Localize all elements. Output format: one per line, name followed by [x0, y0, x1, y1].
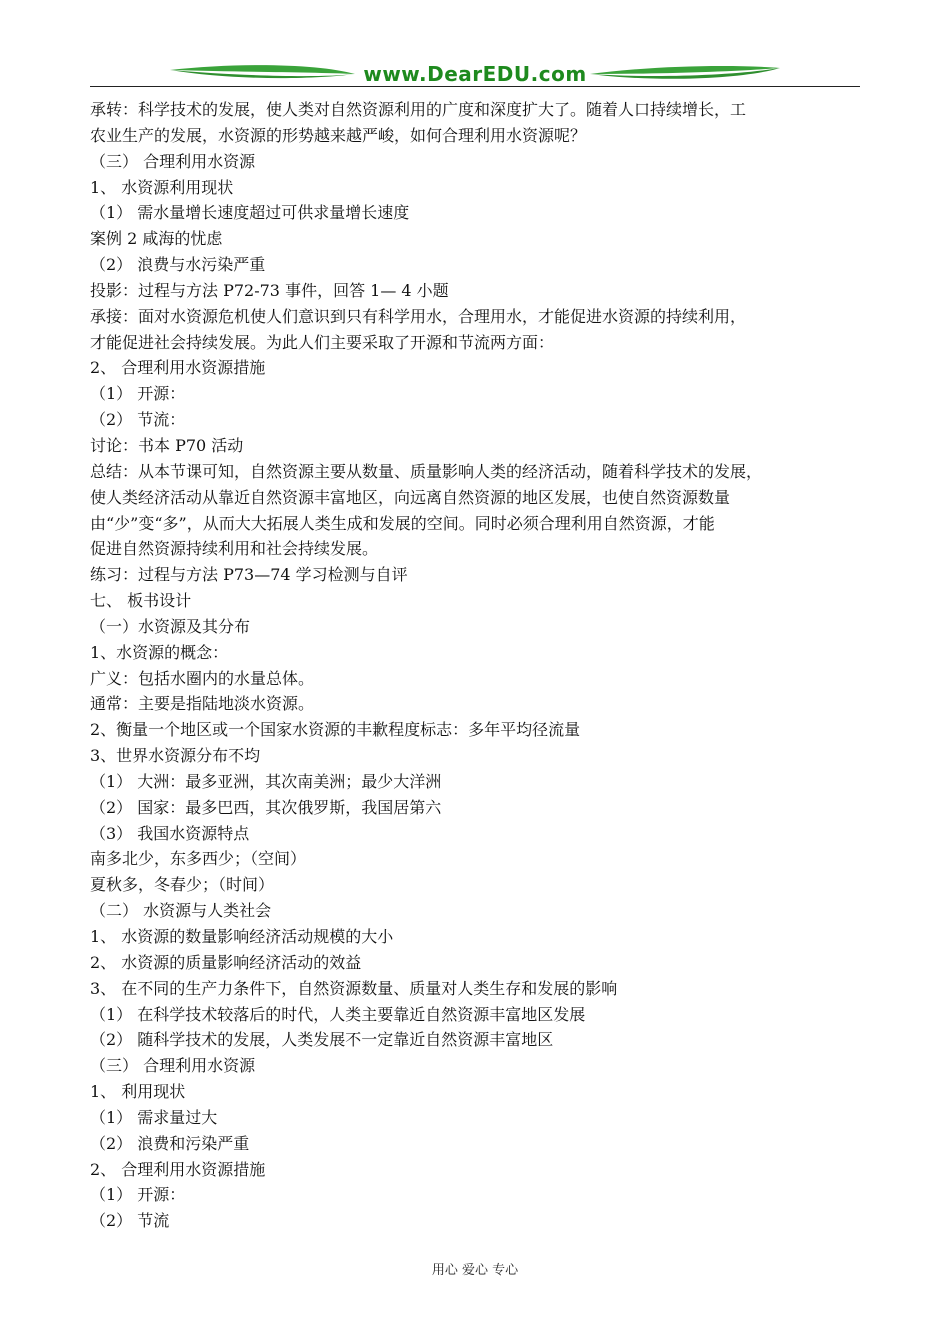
- page-footer: 用心 爱心 专心: [431, 1263, 519, 1278]
- document-body: [90, 97, 865, 1234]
- text-line: 农业生产的发展，水资源的形势越来越严峻，如何合理利用水资源呢？: [90, 125, 587, 145]
- text-line: （1） 开源：: [90, 384, 186, 404]
- text-line: （1） 大洲：最多亚洲，其次南美洲；最少大洋洲: [90, 771, 442, 791]
- text-line: （三） 合理利用水资源: [90, 1056, 256, 1076]
- text-line: 练习：过程与方法 P73—74 学习检测与自评: [90, 565, 408, 585]
- text-line: 南多北少，东多西少；（空间）: [90, 849, 307, 869]
- site-logo-text: www.DearEDU.com: [363, 62, 587, 86]
- text-line: 2、衡量一个地区或一个国家水资源的丰歉程度标志：多年平均径流量: [90, 720, 581, 740]
- text-line: （2） 浪费和污染严重: [90, 1133, 250, 1153]
- text-line: 承转：科学技术的发展，使人类对自然资源利用的广度和深度扩大了。随着人口持续增长，工: [90, 100, 747, 119]
- text-line: 夏秋多，冬春少；（时间）: [90, 875, 275, 895]
- text-line: 才能促进社会持续发展。为此人们主要采取了开源和节流两方面：: [90, 332, 555, 352]
- text-line: 使人类经济活动从靠近自然资源丰富地区，向远离自然资源的地区发展，也使自然资源数量: [90, 487, 731, 507]
- text-line: 3、 在不同的生产力条件下，自然资源数量、质量对人类生存和发展的影响: [90, 978, 618, 998]
- text-line: （2） 国家：最多巴西，其次俄罗斯，我国居第六: [90, 797, 442, 817]
- text-line: 投影：过程与方法 P72-73 事件，回答 1— 4 小题: [90, 280, 449, 300]
- header-divider: [90, 86, 860, 87]
- text-line: 讨论：书本 P70 活动: [90, 435, 244, 455]
- text-line: （一）水资源及其分布: [90, 616, 251, 636]
- text-line: （3） 我国水资源特点: [90, 823, 250, 843]
- text-line: 广义：包括水圈内的水量总体。: [90, 668, 315, 688]
- text-line: 由“少”变“多”，从而大大拓展人类生成和发展的空间。同时必须合理利用自然资源，才能: [90, 513, 715, 533]
- text-line: 3、世界水资源分布不均: [90, 746, 261, 766]
- text-line: 通常：主要是指陆地淡水资源。: [90, 694, 315, 714]
- text-line: （1） 在科学技术较落后的时代，人类主要靠近自然资源丰富地区发展: [90, 1004, 586, 1024]
- text-line: （2） 随科学技术的发展，人类发展不一定靠近自然资源丰富地区: [90, 1030, 554, 1050]
- text-line: 1、水资源的概念：: [90, 642, 229, 662]
- text-line: （1） 开源：: [90, 1185, 186, 1205]
- text-line: （三） 合理利用水资源: [90, 151, 256, 171]
- text-line: 2、 水资源的质量影响经济活动的效益: [90, 952, 362, 972]
- text-line: 1、 水资源利用现状: [90, 177, 234, 197]
- text-line: 2、 合理利用水资源措施: [90, 1159, 266, 1179]
- text-line: （2） 节流: [90, 1211, 170, 1231]
- text-line: 七、 板书设计: [90, 591, 192, 611]
- text-line: 1、 水资源的数量影响经济活动规模的大小: [90, 927, 394, 946]
- text-line: 承接：面对水资源危机使人们意识到只有科学用水，合理用水，才能促进水资源的持续利用，: [90, 306, 747, 326]
- text-line: 案例 2 咸海的忧虑: [90, 229, 223, 249]
- text-line: （1） 需求量过大: [90, 1107, 218, 1127]
- text-line: 2、 合理利用水资源措施: [90, 358, 266, 378]
- text-line: 1、 利用现状: [90, 1082, 186, 1102]
- text-line: 促进自然资源持续利用和社会持续发展。: [90, 539, 379, 559]
- text-line: （2） 节流：: [90, 410, 186, 430]
- text-line: （2） 浪费与水污染严重: [90, 255, 266, 275]
- text-line: （二） 水资源与人类社会: [90, 901, 272, 921]
- text-line: （1） 需水量增长速度超过可供求量增长速度: [90, 203, 410, 223]
- text-line: 总结：从本节课可知，自然资源主要从数量、质量影响人类的经济活动，随着科学技术的发展，: [90, 461, 763, 481]
